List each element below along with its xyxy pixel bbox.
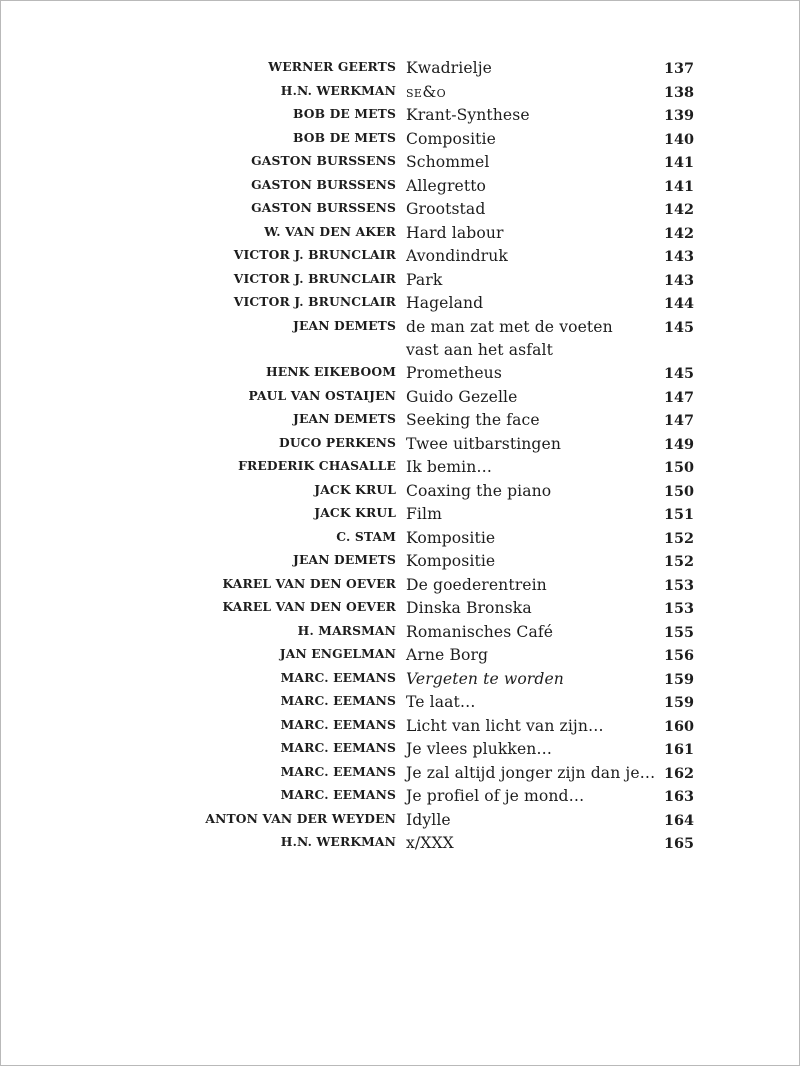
toc-author: H.N. WERKMAN [280,82,396,98]
toc-author: FREDERIK CHASALLE [238,458,396,474]
toc-entry [1,314,800,361]
toc-entry [1,572,800,596]
toc-page-number: 147 [663,412,694,430]
toc-author: JACK KRUL [314,505,396,521]
toc-page-number: 153 [663,576,694,594]
toc-entry [1,501,800,525]
toc-title: Kompositie [406,528,496,547]
toc-page-number: 165 [663,835,694,853]
toc-author: GASTON BURSSENS [251,176,396,192]
toc-page-number: 141 [663,177,694,195]
toc-title: Hard labour [406,223,504,242]
toc-title: Film [406,505,442,524]
toc-page-number: 159 [663,670,694,688]
toc-title: se&o [406,82,447,101]
toc-author: MARC. EEMANS [280,693,396,709]
toc-title: Dinska Bronska [406,599,532,618]
toc-entry [1,102,800,126]
toc-author: VICTOR J. BRUNCLAIR [233,247,396,262]
toc-entry [1,713,800,737]
toc-entry [1,830,800,854]
toc-entry [1,689,800,713]
toc-author: PAUL VAN OSTAIJEN [248,387,396,403]
toc-page-number: 138 [663,83,694,101]
toc-entry [1,525,800,549]
toc-page-number: 151 [663,506,694,524]
toc-title: Krant-Synthese [406,106,530,124]
toc-author: GASTON BURSSENS [251,200,396,215]
toc-title: Licht van licht van zijn… [406,716,604,735]
toc-page-number: 141 [663,154,694,171]
toc-author: H.N. WERKMAN [280,834,396,850]
toc-title: Je zal altijd jonger zijn dan je… [406,763,656,782]
toc-page-number: 145 [663,365,694,383]
table-of-contents [1,55,800,854]
toc-author: GASTON BURSSENS [251,153,396,168]
toc-title: Compositie [406,129,496,148]
toc-title: Romanisches Café [406,622,554,641]
toc-page-number: 159 [663,694,694,712]
toc-entry [1,478,800,502]
toc-page-number: 145 [663,318,694,336]
toc-page-number: 147 [663,388,694,406]
toc-entry [1,666,800,690]
toc-author: JACK KRUL [314,481,396,497]
toc-page-number: 144 [663,295,694,312]
toc-page-number: 162 [663,764,694,782]
toc-author: VICTOR J. BRUNCLAIR [233,294,396,309]
toc-page-number: 149 [663,435,694,453]
toc-author: C. STAM [336,528,396,544]
toc-entry [1,267,800,291]
toc-title: Park [406,270,443,289]
toc-title: Kompositie [406,552,496,571]
toc-page-number: 142 [663,224,694,242]
toc-title: Prometheus [406,364,502,383]
toc-author: JEAN DEMETS [293,317,396,333]
toc-title: Idylle [406,810,451,829]
toc-page-number: 153 [663,600,694,618]
toc-entry [1,783,800,807]
toc-author: DUCO PERKENS [279,434,396,450]
toc-page-number: 160 [663,717,694,735]
toc-entry [1,173,800,197]
toc-entry [1,807,800,831]
toc-page-number: 150 [663,482,694,500]
toc-title: Schommel [406,153,490,171]
toc-author: WERNER GEERTS [268,59,396,74]
toc-author: MARC. EEMANS [280,787,396,803]
toc-page-number: 140 [663,130,694,148]
toc-title: Vergeten te worden [406,669,564,688]
toc-entry [1,55,800,79]
toc-entry [1,149,800,173]
toc-title: Coaxing the piano [406,481,552,500]
toc-entry [1,407,800,431]
toc-entry [1,619,800,643]
toc-page-number: 163 [663,788,694,806]
toc-author: VICTOR J. BRUNCLAIR [233,270,396,286]
toc-author: BOB DE METS [293,129,396,145]
toc-page-number: 142 [663,201,694,218]
toc-page-number: 137 [663,60,694,77]
toc-entry [1,548,800,572]
toc-title: Ik bemin… [406,458,493,477]
toc-title: Grootstad [406,200,486,218]
toc-title: Guido Gezelle [406,387,518,406]
toc-author: HENK EIKEBOOM [266,364,396,380]
toc-author: JEAN DEMETS [293,552,396,568]
toc-entry [1,290,800,314]
toc-page-number: 152 [663,553,694,571]
toc-author: MARC. EEMANS [280,716,396,732]
toc-author: KAREL VAN DEN OEVER [222,575,396,591]
toc-entry [1,454,800,478]
toc-page-number: 161 [663,741,694,759]
toc-entry [1,642,800,666]
toc-title: Allegretto [406,176,487,195]
toc-author: W. VAN DEN AKER [264,223,396,239]
toc-page-number: 152 [663,529,694,547]
toc-entry [1,126,800,150]
toc-entry [1,736,800,760]
toc-author: H. MARSMAN [297,622,396,638]
toc-author: MARC. EEMANS [280,669,396,685]
toc-title: Twee uitbarstingen [406,434,561,453]
toc-page-number: 139 [663,107,694,124]
toc-author: MARC. EEMANS [280,740,396,756]
toc-entry [1,79,800,103]
toc-page-number: 156 [663,647,694,665]
toc-title: Arne Borg [406,646,489,665]
toc-title: Te laat… [406,693,476,712]
toc-entry [1,431,800,455]
toc-entry [1,243,800,267]
toc-page-number: 155 [663,623,694,641]
toc-author: KAREL VAN DEN OEVER [222,599,396,615]
toc-author: ANTON VAN DER WEYDEN [205,810,396,826]
toc-title: de man zat met de voeten vast aan het asfalt [406,317,613,359]
toc-entry [1,760,800,784]
toc-entry [1,220,800,244]
toc-title: x/XXX [406,834,454,853]
toc-title: Je profiel of je mond… [406,787,585,806]
toc-title: Kwadrielje [406,59,492,77]
toc-entry [1,595,800,619]
toc-title: Hageland [406,294,484,312]
toc-author: JEAN DEMETS [293,411,396,427]
toc-title: De goederentrein [406,575,547,594]
toc-page-number: 143 [663,271,694,289]
toc-title: Avondindruk [406,247,508,265]
toc-title: Seeking the face [406,411,540,430]
toc-title: Je vlees plukken… [406,740,553,759]
toc-entry [1,196,800,220]
toc-author: MARC. EEMANS [280,763,396,779]
toc-author: JAN ENGELMAN [279,646,396,662]
toc-page-number: 143 [663,248,694,265]
toc-entry [1,360,800,384]
toc-page-number: 150 [663,459,694,477]
toc-page-number: 164 [663,811,694,829]
toc-entry [1,384,800,408]
toc-author: BOB DE METS [293,106,396,121]
